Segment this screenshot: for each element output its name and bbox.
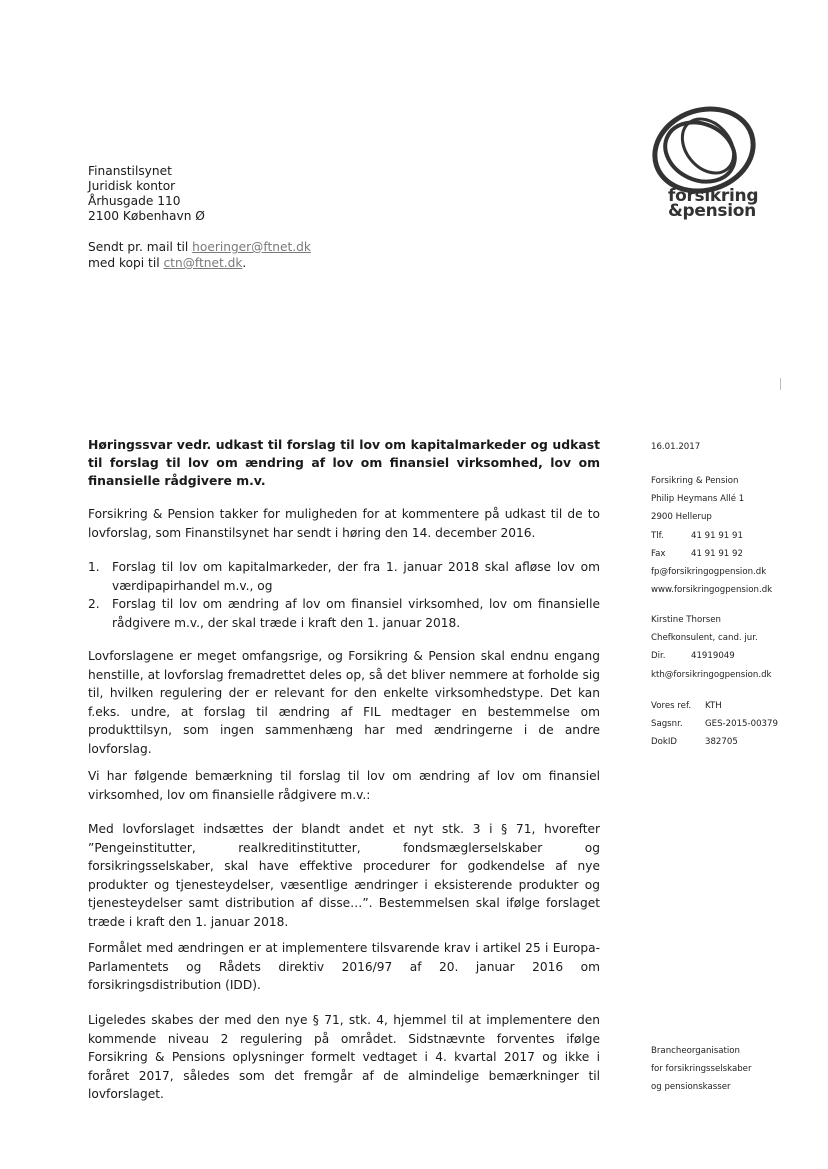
sender-org: Forsikring & Pension <box>651 476 739 486</box>
doc-label: DokID <box>651 737 678 748</box>
sender-address <box>651 472 772 599</box>
logo-line-1: forsikring <box>668 186 759 206</box>
recipient-line: Finanstilsynet <box>88 164 172 178</box>
footer-line: og pensionskasser <box>651 1082 731 1093</box>
footer-line: for forsikringsselskaber <box>651 1064 752 1075</box>
doc-id <box>651 733 778 751</box>
recipient-line: Århusgade 110 <box>88 194 181 208</box>
sent-line <box>88 239 311 255</box>
letter-title: Høringssvar vedr. udkast til forslag til lov om kapitalmarkeder og udkast til forslag til lov om ændring af lov om finansiel virksomhed, lov om finansielle rådgivere m.v. <box>88 437 600 488</box>
list-item <box>88 595 600 632</box>
case-value: GES-2015-00379 <box>705 719 778 730</box>
email-link-hoeringer[interactable]: hoeringer@ftnet.dk <box>192 240 311 254</box>
contact-title: Chefkonsulent, cand. jur. <box>651 633 758 644</box>
list-text: Forslag til lov om ændring af lov om finansiel virksomhed, lov om finansielle rådgivere m.v., der skal træde i kraft den 1. januar 2018. <box>112 597 600 630</box>
copy-suffix: . <box>242 256 247 270</box>
law-list <box>88 558 600 632</box>
list-item <box>88 558 600 595</box>
logo-line-2: &pension <box>668 201 756 221</box>
contact-person <box>651 611 772 684</box>
sent-prefix: Sendt pr. mail til <box>88 240 193 254</box>
paragraph-level-2: Ligeledes skabes der med den nye § 71, stk. 4, hjemmel til at implementere den kommende niveau 2 regulering på området. Sidstnævnte forventes ifølge Forsikring & Pensions oplysninger formelt vedtaget i 4. kvartal 2017 og ikke i foråret 2017, således som det fremgår af de almindelige bemærkninger til lovforslaget. <box>88 1013 600 1101</box>
recipient-line: 2100 København Ø <box>88 209 205 223</box>
reference-block <box>651 697 778 752</box>
ref-label: Vores ref. <box>651 701 692 711</box>
sender-website[interactable]: www.forsikringogpension.dk <box>651 585 773 596</box>
paragraph-remark-intro: Vi har følgende bemærkning til forslag til lov om ændring af lov om finansiel virksomhed, lov om finansielle rådgivere m.v.: <box>88 769 600 802</box>
sender-street: Philip Heymans Allé 1 <box>651 494 745 505</box>
paragraph-purpose: Formålet med ændringen er at implementere tilsvarende krav i artikel 25 i Europa-Parlamentets og Rådets direktiv 2016/97 af 20. januar 2016 om forsikringsdistribution (IDD). <box>88 941 600 992</box>
paragraph-section-71: Med lovforslaget indsættes der blandt andet et nyt stk. 3 i § 71, hvorefter ”Pengeinstitutter, realkreditinstitutter, fondsmæglerselskaber og forsikringsselskaber, skal have effektive procedurer for godkendelse af nye produkter og tjenesteydelser, væsentlige ændringer i eksisterende produkter og tjenesteydelser samt distribution af disse…”. Bestemmelsen skal ifølge forslaget træde i kraft den 1. januar 2018. <box>88 822 600 929</box>
doc-value: 382705 <box>705 737 738 748</box>
sender-phone <box>651 527 772 545</box>
scan-mark <box>780 378 781 390</box>
our-ref <box>651 697 778 715</box>
sent-by-mail <box>88 239 311 271</box>
copy-line <box>88 255 311 271</box>
sender-city: 2900 Hellerup <box>651 512 712 523</box>
org-footer <box>651 1042 752 1097</box>
case-label: Sagsnr. <box>651 719 683 730</box>
phone-value: 41 91 91 91 <box>691 530 743 541</box>
sender-email[interactable]: fp@forsikringogpension.dk <box>651 567 767 578</box>
direct-label: Dir. <box>651 651 666 662</box>
footer-line: Brancheorganisation <box>651 1046 741 1056</box>
letter-date: 16.01.2017 <box>651 442 701 452</box>
paragraph-intro: Forsikring & Pension takker for muligheden for at kommentere på udkast til de to lovforslag, som Finanstilsynet har sendt i høring den 14. december 2016. <box>88 507 600 540</box>
contact-email[interactable]: kth@forsikringogpension.dk <box>651 669 772 680</box>
fax-label: Fax <box>651 548 666 559</box>
sender-fax <box>651 545 772 563</box>
list-text: Forslag til lov om kapitalmarkeder, der fra 1. januar 2018 skal afløse lov om værdipapirhandel m.v., og <box>112 560 600 593</box>
list-number: 1. <box>88 560 100 574</box>
fax-value: 41 91 91 92 <box>691 548 743 559</box>
contact-name: Kirstine Thorsen <box>651 615 721 625</box>
direct-value: 41919049 <box>691 651 735 662</box>
recipient-address <box>88 164 205 224</box>
list-number: 2. <box>88 597 100 611</box>
paragraph-scope: Lovforslagene er meget omfangsrige, og Forsikring & Pension skal endnu engang henstille, at lovforslag fremadrettet deles op, så det bliver nemmere at forholde sig til, hvilken regulering der er relevant for den enkelte virksomhedstype. Det kan f.eks. undre, at forslag til ændring af FIL medtager en bestemmelse om produkttilsyn, som ingen sammenhæng har med ændringerne i de andre lovforslag. <box>88 649 600 756</box>
recipient-line: Juridisk kontor <box>88 179 176 193</box>
ref-value: KTH <box>705 701 722 711</box>
phone-label: Tlf. <box>651 530 664 541</box>
logo-wordmark <box>668 186 759 221</box>
case-number <box>651 715 778 733</box>
email-link-ctn[interactable]: ctn@ftnet.dk <box>163 256 243 270</box>
contact-direct <box>651 647 772 665</box>
copy-prefix: med kopi til <box>88 256 164 270</box>
